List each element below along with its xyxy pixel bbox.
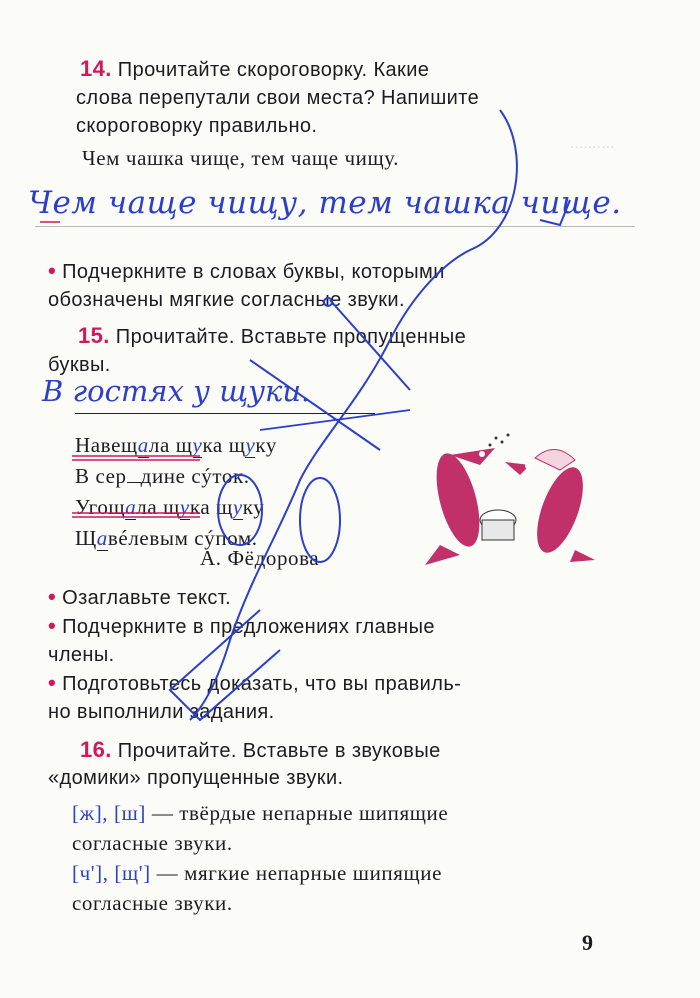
ex15-task2-l2: члены. xyxy=(48,644,115,666)
ex15-line2: буквы. xyxy=(48,354,111,376)
inserted-letter: у xyxy=(232,495,243,519)
handwritten-title: В гостях у щуки. xyxy=(42,374,311,408)
poem-text: В сер xyxy=(75,464,127,488)
inserted-letter: а xyxy=(125,495,137,519)
inserted-letter: а xyxy=(137,433,149,457)
poem-author: А. Фёдорова xyxy=(200,546,320,570)
page-number: 9 xyxy=(582,930,593,955)
poem-text: вéлевым сýпом. xyxy=(107,526,258,550)
ex16-row1-line2: согласные звуки. xyxy=(72,831,233,855)
ex14-number: 14. xyxy=(80,56,112,81)
inserted-letter: у xyxy=(245,433,256,457)
poem-text: Угощ xyxy=(75,495,126,519)
ex16-row1-text: — твёрдые непарные шипящие xyxy=(151,801,449,825)
poem-text: ка щ xyxy=(202,433,246,457)
tongue-twister: Чем чашка чище, тем чаще чищу. xyxy=(82,146,400,170)
ex15-text-l1: Прочитайте. Вставьте пропущенные xyxy=(115,326,467,348)
poem-text: ка щ xyxy=(189,495,233,519)
bullet-icon: • xyxy=(48,670,57,695)
handwritten-answer: Чем чаще чищу, тем чашка чище. xyxy=(28,185,622,221)
poem-text: ку xyxy=(242,495,265,519)
ex14-text-l1: Прочитайте скороговорку. Какие xyxy=(117,59,430,81)
poem-text: дине сýток. xyxy=(140,464,250,488)
ex14-line3: скороговорку правильно. xyxy=(76,115,318,137)
bullet-icon: • xyxy=(48,584,57,609)
inserted-letter: а xyxy=(96,526,108,550)
bullet-icon: • xyxy=(48,258,57,283)
ex15-task3-l2: но выполнили задания. xyxy=(48,701,275,723)
ex16-text-l1: Прочитайте. Вставьте в звуковые xyxy=(117,740,441,762)
poem-text: Щ xyxy=(75,526,97,550)
ex16-line2: «домики» пропущенные звуки. xyxy=(48,767,344,789)
ex15-task1-text: Озаглавьте текст. xyxy=(62,587,232,609)
ex16-row2-text: — мягкие непарные шипящие xyxy=(156,861,443,885)
show-through-text: .......... xyxy=(570,135,615,152)
bullet-icon: • xyxy=(48,613,57,638)
poem-text: ла щ xyxy=(136,495,180,519)
ex14-task-l2: обозначены мягкие согласные звуки. xyxy=(48,289,405,311)
poem-text: ку xyxy=(255,433,277,457)
ex16-number: 16. xyxy=(80,737,112,762)
ex15-number: 15. xyxy=(78,323,110,348)
ex16-row2-line2: согласные звуки. xyxy=(72,891,233,915)
sound-boxes-hard: [ж], [ш] xyxy=(72,801,146,825)
ex14-line2: слова перепутали свои места? Напишите xyxy=(76,87,480,109)
poem-text: Навещ xyxy=(75,433,138,457)
inserted-letter: у xyxy=(192,433,203,457)
inserted-letter: у xyxy=(179,495,190,519)
ex14-task-text-l1: Подчеркните в словах буквы, которыми xyxy=(62,261,445,283)
ex15-task2-text: Подчеркните в предложениях главные xyxy=(62,616,435,638)
sound-boxes-soft: [ч'], [щ'] xyxy=(72,861,151,885)
ex15-task3-text: Подготовьтесь доказать, что вы правиль- xyxy=(62,673,462,695)
poem-text: ла щ xyxy=(148,433,193,457)
